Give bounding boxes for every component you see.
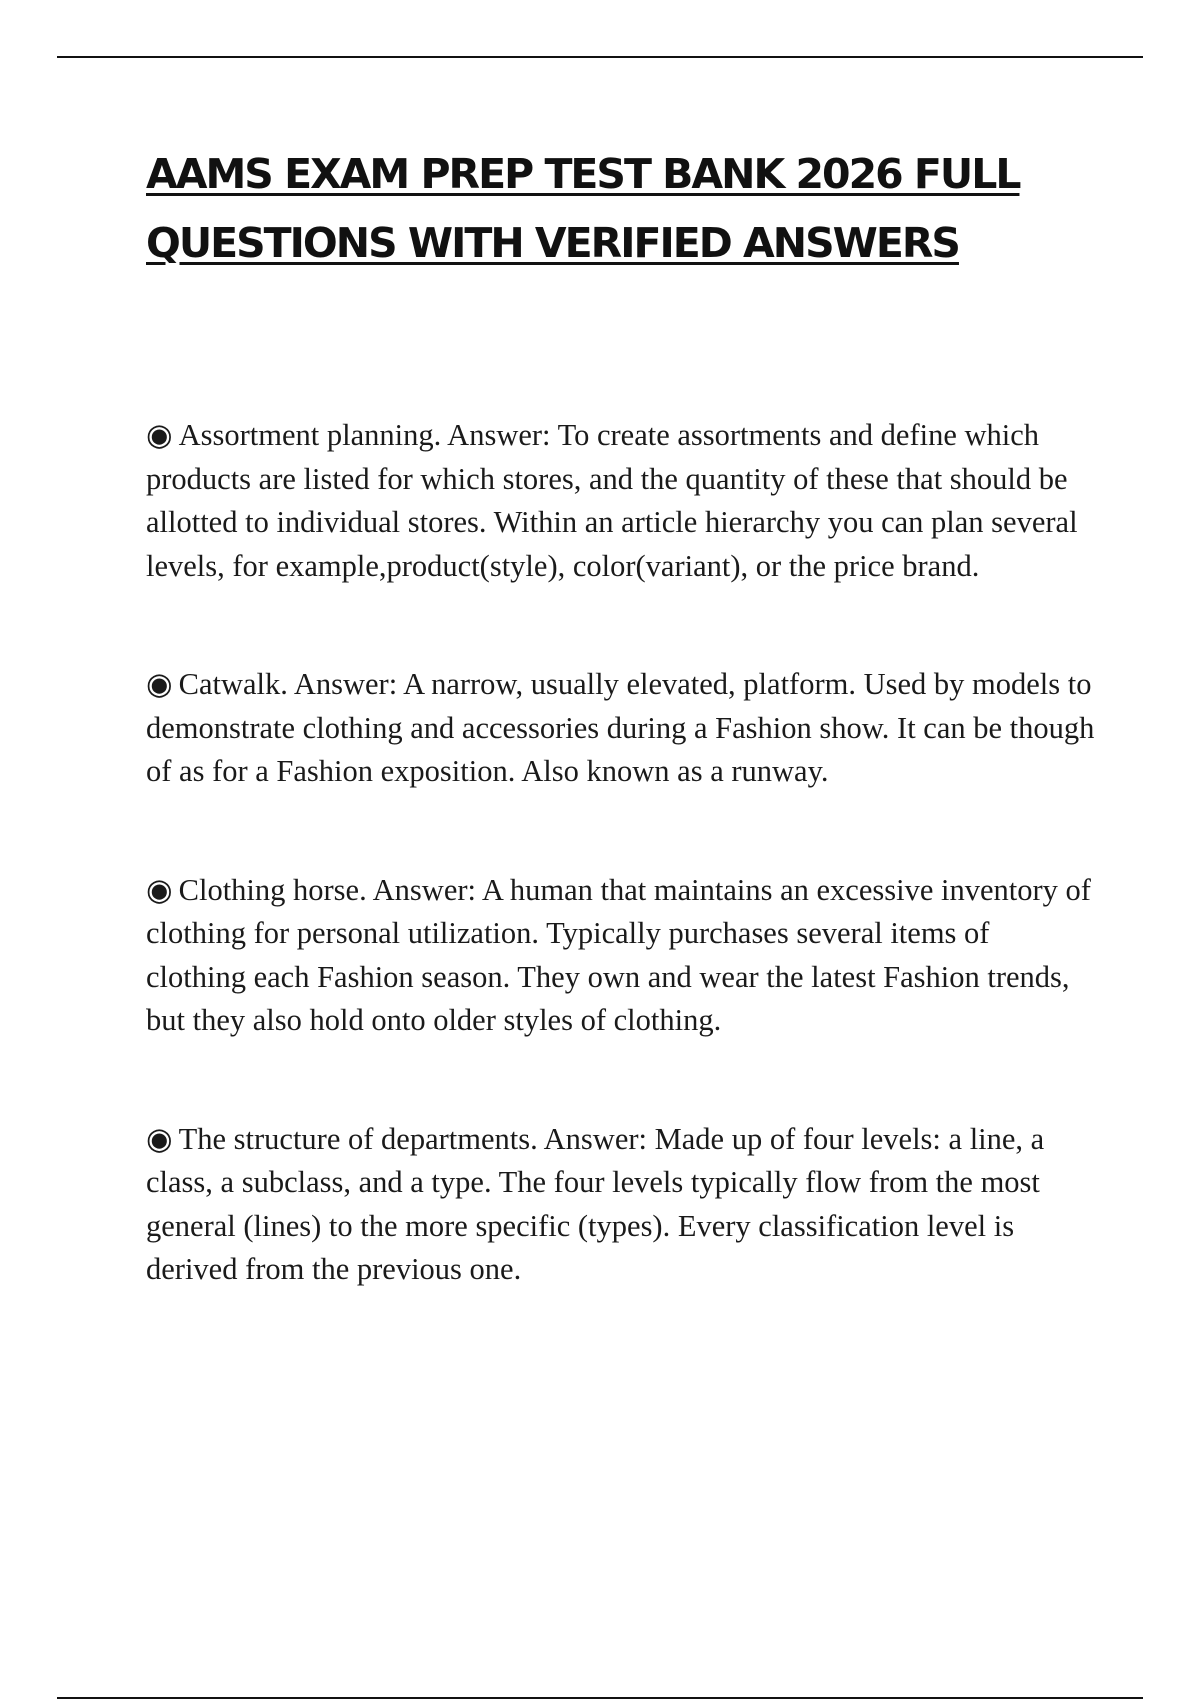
qa-item-clothing-horse	[146, 869, 1096, 1043]
document-title	[146, 140, 1106, 278]
qa-list	[146, 414, 1096, 1367]
qa-item-assortment-planning	[146, 414, 1096, 588]
qa-item-text: Catwalk. Answer: A narrow, usually elevated, platform. Used by models to demonstrate clothing and accessories during a Fashion show. It can be though of as for a Fashion exposition. Also known as a runway.	[146, 667, 1095, 788]
qa-item-text: Clothing horse. Answer: A human that maintains an excessive inventory of clothing for personal utilization. Typically purchases several items of clothing each Fashion season. They own and wear the latest Fashion trends, but they also hold onto older styles of clothing.	[146, 872, 1091, 1037]
document-title-text: AAMS EXAM PREP TEST BANK 2026 FULL QUESTIONS WITH VERIFIED ANSWERS	[146, 150, 1020, 267]
qa-item-catwalk	[146, 663, 1096, 794]
qa-item-text: The structure of departments. Answer: Made up of four levels: a line, a class, a subclass, and a type. The four levels typically flow from the most general (lines) to the more specific (types). Every classification level is derived from the previous one.	[146, 1121, 1045, 1286]
qa-item-structure-of-departments	[146, 1118, 1096, 1292]
radio-bullet-icon: ◉	[146, 872, 173, 907]
bottom-rule	[57, 1697, 1143, 1699]
radio-bullet-icon: ◉	[146, 667, 173, 701]
radio-bullet-icon: ◉	[146, 1121, 173, 1156]
radio-bullet-icon: ◉	[146, 418, 173, 452]
qa-item-text: Assortment planning. Answer: To create assortments and define which products are listed for which stores, and the quantity of these that should be allotted to individual stores. Within an article hierarchy you can plan several levels, for example,product(style), color(variant), or the price brand.	[146, 418, 1078, 583]
top-rule	[57, 56, 1143, 58]
